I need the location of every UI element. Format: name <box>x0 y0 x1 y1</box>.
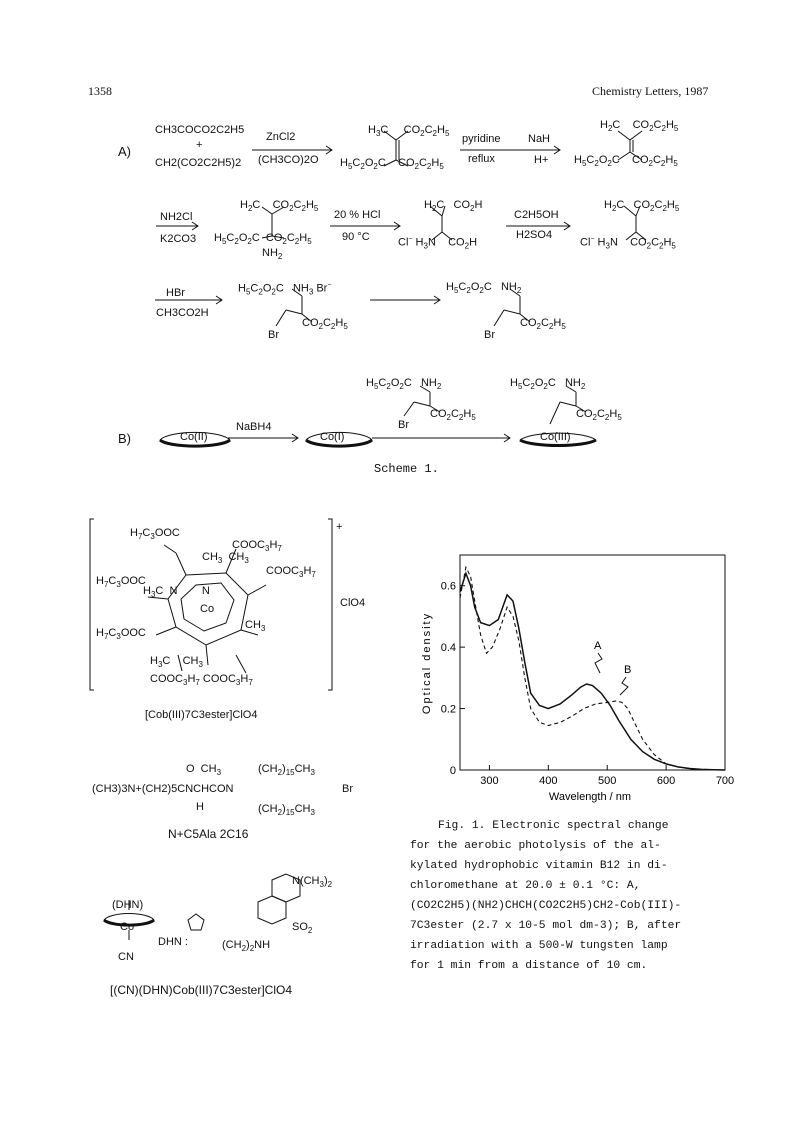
reagent-nah: NaH <box>528 133 551 145</box>
caption-line: for the aerobic photolysis of the al- <box>410 840 661 852</box>
dhn-label: [(CN)(DHN)Cob(III)7C3ester]ClO4 <box>110 983 293 997</box>
journal-header: Chemistry Letters, 1987 <box>592 84 709 98</box>
side-chain-5: $H_7C_3OOC$ <box>96 627 146 641</box>
reagent-h-plus: H+ <box>534 154 549 166</box>
methyl-top: $CH_3$ $CH_3$ <box>202 551 249 565</box>
ammonium-bromide: Br <box>342 783 353 795</box>
dhn-co: Co <box>120 921 135 933</box>
side-chain-4: $H_7C_3OOC$ <box>96 575 146 589</box>
x-tick-label: 500 <box>598 775 617 787</box>
x-tick-label: 400 <box>539 775 558 787</box>
reagent-b2-ester: $CO_2C_2H_5$ <box>430 408 476 422</box>
intermediate-5-bottom: Cl− $H_3N$ $CO_2C_2H_5$ <box>580 236 676 251</box>
reagent-h2so4: H2SO4 <box>516 229 553 241</box>
annotation-a-arrow <box>595 653 602 673</box>
product-b-ester: $CO_2C_2H_5$ <box>576 408 622 422</box>
series-line-A <box>460 573 725 770</box>
cobalt-center: Co <box>200 603 215 615</box>
x-axis-label: Wavelength / nm <box>548 791 632 803</box>
caption-line: Fig. 1. Electronic spectral change <box>438 820 669 832</box>
methyl-labels: $H_3C$ N N <box>143 585 210 599</box>
y-tick-label: 0.4 <box>440 642 456 655</box>
intermediate-4-bottom: Cl− $H_3N$ $CO_2H$ <box>398 236 478 251</box>
start-material-1: CH3COCO2C2H5 <box>155 124 245 136</box>
dhn-linker: $(CH_2)_2NH$ <box>222 939 271 953</box>
reagent-ethanol: C2H5OH <box>514 209 559 221</box>
caption-line: (CO2C2H5)(NH2)CHCH(CO2C2H5)CH2-Cob(III)- <box>410 900 682 912</box>
start-material-2: CH2(CO2C2H5)2 <box>155 157 242 169</box>
cobester-label: [Cob(III)7C3ester]ClO4 <box>145 709 258 721</box>
annotation-b: B <box>624 664 632 676</box>
intermediate-3-bottom: $H_5C_2O_2C$ $CO_2C_2H_5$ <box>214 232 312 246</box>
methyl-c: $H_3C$ $CH_3$ <box>150 655 203 669</box>
reagent-pyridine: pyridine <box>462 133 501 145</box>
reagent-b2-br: Br <box>398 419 409 431</box>
ammonium-chain-1: $(CH_2)_{15}CH_3$ <box>258 763 315 777</box>
ammonium-label: N+C5Ala 2C16 <box>168 827 249 841</box>
caption-line: for 1 min from a distance of 10 cm. <box>410 960 648 972</box>
caption-line: 7C3ester (2.7 x 10-5 mol dm-3); B, after <box>410 920 682 932</box>
intermediate-2-bottom: $H_5C_2O_2C$ $CO_2C_2H_5$ <box>574 154 678 168</box>
reagent-acetic-acid: CH3CO2H <box>156 307 209 319</box>
ammonium-formula: (CH3)3N+(CH2)5CNCHCON <box>92 783 234 795</box>
cob-iii: Co(III) <box>540 431 571 443</box>
cobyrinate-structure <box>86 515 376 695</box>
bromide-salt-top: $H_5C_2O_2C$ $NH_3$ Br− <box>238 282 332 297</box>
reagent-nabh4: NaBH4 <box>236 421 272 433</box>
intermediate-2-top: $H_2C$ $CO_2C_2H_5$ <box>600 119 679 133</box>
counter-ion: ClO4 <box>340 597 366 609</box>
plus-sign: + <box>196 139 203 151</box>
caption-line: kylated hydrophobic vitamin B12 in di- <box>410 860 668 872</box>
series-line-B <box>460 567 725 770</box>
dhn-bottom: CN <box>118 951 134 963</box>
side-chain-6: $COOC_3H_7$ $COOC_3H_7$ <box>150 673 253 687</box>
bromide-salt-br: Br <box>268 329 279 341</box>
dhn-so2: $SO_2$ <box>292 921 313 935</box>
x-tick-label: 700 <box>715 775 735 787</box>
intermediate-5-top: $H_2C$ $CO_2C_2H_5$ <box>604 199 680 213</box>
x-tick-label: 300 <box>480 775 499 787</box>
bromide-salt-ester: $CO_2C_2H_5$ <box>302 317 348 331</box>
plot-frame <box>460 555 725 770</box>
dhn-structure <box>96 880 336 960</box>
side-chain-3: $COOC_3H_7$ <box>266 565 316 579</box>
scheme-title: Scheme 1. <box>374 462 439 476</box>
reagent-k2co3: K2CO3 <box>160 233 197 245</box>
ammonium-chain-2: $(CH_2)_{15}CH_3$ <box>258 803 315 817</box>
reagent-acetic-anhydride: (CH3CO)2O <box>258 154 319 166</box>
y-tick-label: 0.6 <box>440 580 456 593</box>
annotation-b-arrow <box>620 677 628 695</box>
cob-i: Co(I) <box>320 431 345 443</box>
dhn-text: DHN : <box>158 936 188 948</box>
side-chain-2: $COOC_3H_7$ <box>232 539 282 553</box>
part-a-label: A) <box>118 144 131 159</box>
bromo-amine-top: $H_5C_2O_2C$ $NH_2$ <box>446 281 522 295</box>
page-number: 1358 <box>88 84 112 98</box>
reagent-b2-top: $H_5C_2O_2C$ $NH_2$ <box>366 377 442 391</box>
y-tick-label: 0.2 <box>440 703 456 716</box>
dhn-top: (DHN) <box>112 899 144 911</box>
reagent-hbr: HBr <box>166 287 185 299</box>
cob-ii: Co(II) <box>180 431 208 443</box>
complex-charge: + <box>336 521 343 533</box>
intermediate-3-amine: $NH_2$ <box>262 247 283 261</box>
x-tick-label: 600 <box>656 775 676 787</box>
ammonium-carbonyl: O $CH_3$ <box>186 763 222 777</box>
caption-line: irradiation with a 500-W tungsten lamp <box>410 940 668 952</box>
side-chain-1: $H_7C_3OOC$ <box>130 527 180 541</box>
y-axis-label: Optical density <box>421 611 433 715</box>
dhn-nme2: $N(CH_3)_2$ <box>292 875 333 889</box>
annotation-a: A <box>594 640 602 652</box>
figure-caption <box>410 816 740 976</box>
spectrum-chart <box>400 545 735 810</box>
product-b-top: $H_5C_2O_2C$ $NH_2$ <box>510 377 586 391</box>
bromo-amine-br: Br <box>484 329 495 341</box>
ammonium-nh: H <box>196 801 204 813</box>
bromo-amine-ester: $CO_2C_2H_5$ <box>520 317 566 331</box>
caption-line: chloromethane at 20.0 ± 0.1 °C: A, <box>410 880 641 892</box>
reagent-zncl2: ZnCl2 <box>266 131 296 143</box>
reagent-90c: 90 °C <box>342 231 370 243</box>
intermediate-1-bottom: $H_5C_2O_2C$ $CO_2C_2H_5$ <box>340 157 444 171</box>
methyl-right: $CH_3$ <box>245 619 266 633</box>
intermediate-4-top: $H_2C$ $CO_2H$ <box>424 199 483 213</box>
reagent-reflux: reflux <box>468 153 495 165</box>
reagent-nh2cl: NH2Cl <box>160 211 193 223</box>
part-b-label: B) <box>118 431 131 446</box>
reagent-hcl: 20 % HCl <box>334 209 381 221</box>
intermediate-1-top: $H_3C$ $CO_2C_2H_5$ <box>368 124 450 138</box>
y-tick-label: 0 <box>449 765 456 777</box>
scheme-drawing <box>0 0 793 470</box>
intermediate-3-top: $H_2C$ $CO_2C_2H_5$ <box>240 199 319 213</box>
